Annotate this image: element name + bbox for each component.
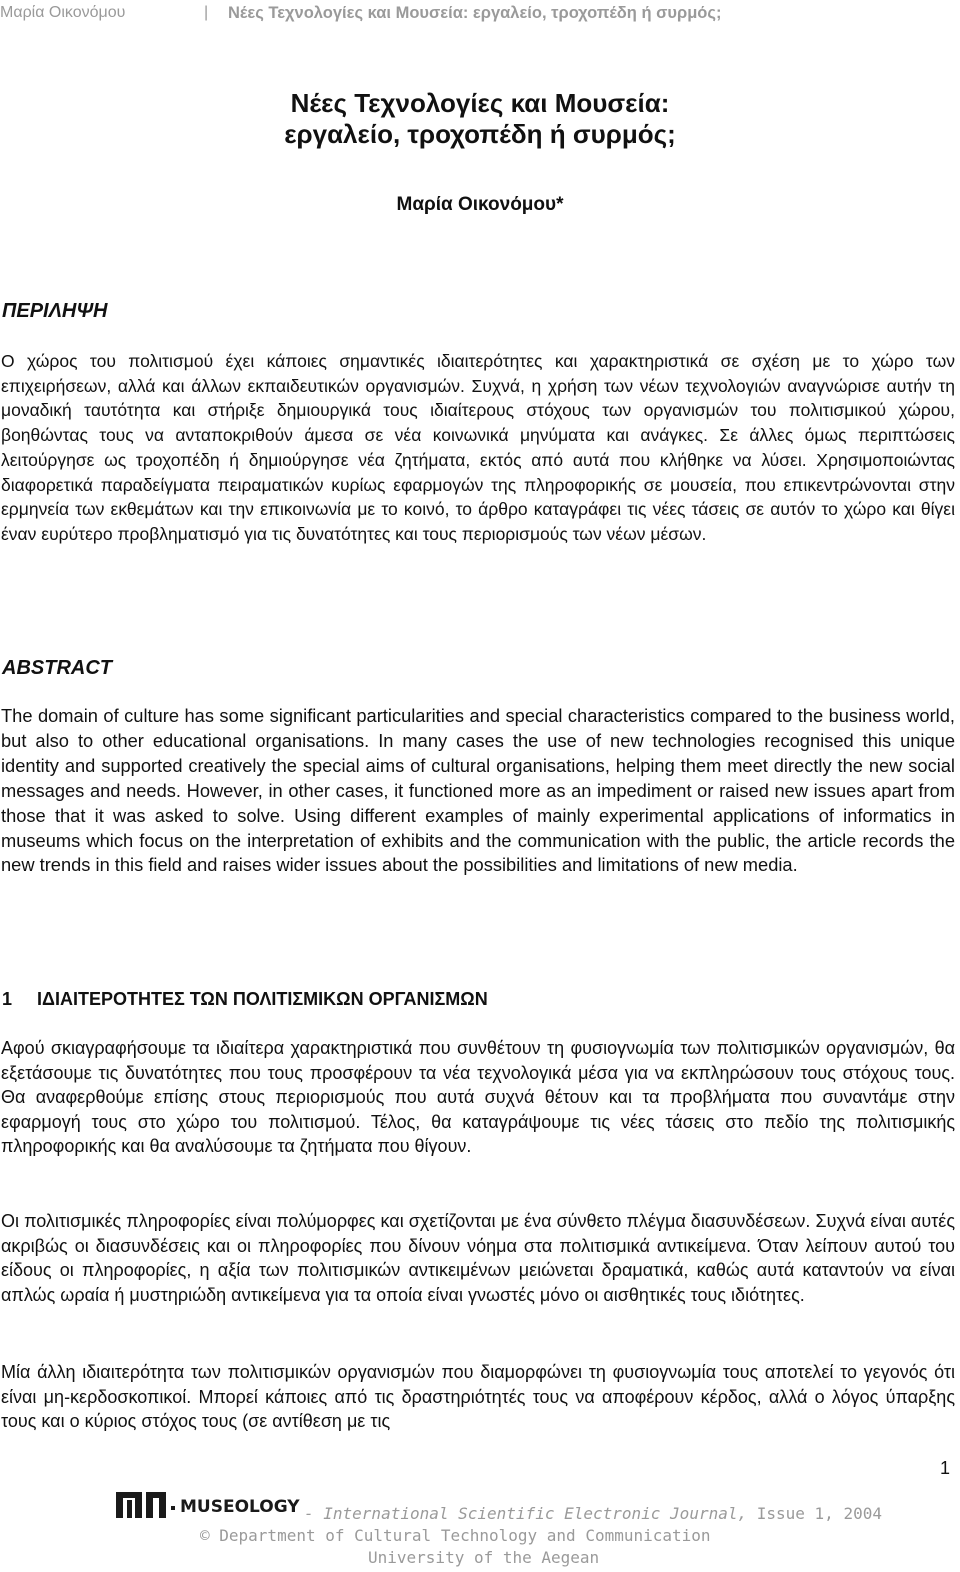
running-header-title: Νέες Τεχνολογίες και Μουσεία: εργαλείο, τροχοπέδη ή συρμός; (228, 4, 722, 22)
article-title (0, 88, 960, 150)
article-title-line2: εργαλείο, τροχοπέδη ή συρμός; (284, 119, 676, 149)
footer (0, 1488, 960, 1572)
journal-name: - International Scientific Electronic Journal, (304, 1504, 748, 1523)
running-header (0, 2, 960, 28)
university-line: University of the Aegean (368, 1548, 600, 1567)
logo-text: MUSEOLOGY (180, 1497, 300, 1517)
section-1-paragraph: Αφού σκιαγραφήσουμε τα ιδιαίτερα χαρακτηριστικά που συνθέτουν τη φυσιογνωμία των πολιτισμικών οργανισμών, θα εξετάσουμε τις δυνατότητες που τους προσφέρουν τα νέα τεχνολογικά μέσα για να εκπληρώσουν τους στόχους τους. Θα αναφερθούμε επίσης στους περιορισμούς που αυτά συχνά θέτουν και τα προβλήματα που συναντάμε στην εφαρμογή τους στο χώρο του πολιτισμού. Τέλος, θα καταγράψουμε τις νέες τάσεις στο πεδίο της πολιτισμικής πληροφορικής και θα αναλύσουμε τα ζητήματα που θίγουν. (1, 1038, 955, 1157)
journal-line (304, 1504, 882, 1523)
abstract-en-text: The domain of culture has some significant particularities and special characteristics compared to the business world, but also to other educational organisations. In many cases the use of new technologies recognised this unique identity and supported creatively the special aims of cultural organisations, helping them meet directly the new social messages and needs. However, in other cases, it functioned more as an impediment or raised new issues apart from those that it was asked to solve. Using different examples of mainly experimental applications of informatics in museums which focus on the interpretation of exhibits and the communication with the public, the article records the new trends in this field and raises wider issues about the possibilities and limitations of new media. (1, 705, 955, 876)
section-1-heading: 1 ΙΔΙΑΙΤΕΡΟΤΗΤΕΣ ΤΩΝ ΠΟΛΙΤΙΣΜΙΚΩΝ ΟΡΓΑΝΙΣΜΩΝ (2, 989, 488, 1009)
section-1-paragraph: Οι πολιτισμικές πληροφορίες είναι πολύμορφες και σχετίζονται με ένα σύνθετο πλέγμα διασυνδέσεων. Συχνά είναι αυτές ακριβώς οι διασυνδέσεις και οι πληροφορίες που δίνουν νόημα στα πολιτισμικά αντικείμενα. Όταν λείπουν αυτού του είδους οι πληροφορίες, η αξία των πολιτισμικών αντικειμένων μειώνεται δραματικά, καθώς αυτά καταντούν να είναι απλώς ωραία ή μυστηριώδη αντικείμενα για τα οποία είναι γνωστές μόνο οι αισθητικές τους ιδιότητες. (1, 1211, 955, 1305)
journal-issue: Issue 1, 2004 (756, 1504, 882, 1523)
museology-logo (116, 1490, 306, 1520)
abstract-gr-heading: ΠΕΡΙΛΗΨΗ (2, 300, 108, 322)
department-line: © Department of Cultural Technology and Communication (200, 1526, 711, 1545)
article-title-line1: Νέες Τεχνολογίες και Μουσεία: (290, 88, 670, 118)
page-number: 1 (940, 1458, 951, 1478)
abstract-gr-text: Ο χώρος του πολιτισμού έχει κάποιες σημαντικές ιδιαιτερότητες και χαρακτηριστικά σε σχέση με το χώρο των επιχειρήσεων, αλλά και άλλων εκπαιδευτικών οργανισμών. Συχνά, η χρήση των νέων τεχνολογιών αναγνώρισε αυτήν τη μοναδική ταυτότητα και στήριξε δημιουργικά τους ιδιαίτερους στόχους των οργανισμών του πολιτισμικού χώρου, βοηθώντας τους να ανταποκριθούν άμεσα σε νέα κοινωνικά μηνύματα και ανάγκες. Σε άλλες όμως περιπτώσεις λειτούργησε ως τροχοπέδη ή δημιούργησε νέα ζητήματα, εκτός από αυτά που κλήθηκε να λύσει. Χρησιμοποιώντας διαφορετικά παραδείγματα πειραματικών κυρίως εφαρμογών της πληροφορικής σε μουσεία, που επικεντρώνονται στην ερμηνεία των εκθεμάτων και την επικοινωνία με το κοινό, το άρθρο καταγράφει τις νέες τάσεις σε αυτόν το χώρο και θίγει έναν ευρύτερο προβληματισμό για τις δυνατότητες και τους περιορισμούς των νέων μέσων. (1, 351, 955, 544)
abstract-en-heading: ABSTRACT (2, 657, 112, 679)
running-header-separator: | (204, 4, 209, 21)
running-header-author: Μαρία Οικονόμου (0, 4, 126, 21)
article-author: Μαρία Οικονόμου* (396, 194, 564, 215)
section-1-paragraph: Μία άλλη ιδιαιτερότητα των πολιτισμικών οργανισμών που διαμορφώνει τη φυσιογνωμία τους αποτελεί το γεγονός ότι είναι μη-κερδοσκοπικοί. Μπορεί κάποιες από τις δραστηριότητές τους να αποφέρουν κέρδος, αλλά ο λόγος ύπαρξης τους και ο κύριος στόχος τους (σε αντίθεση με τις (1, 1362, 955, 1432)
